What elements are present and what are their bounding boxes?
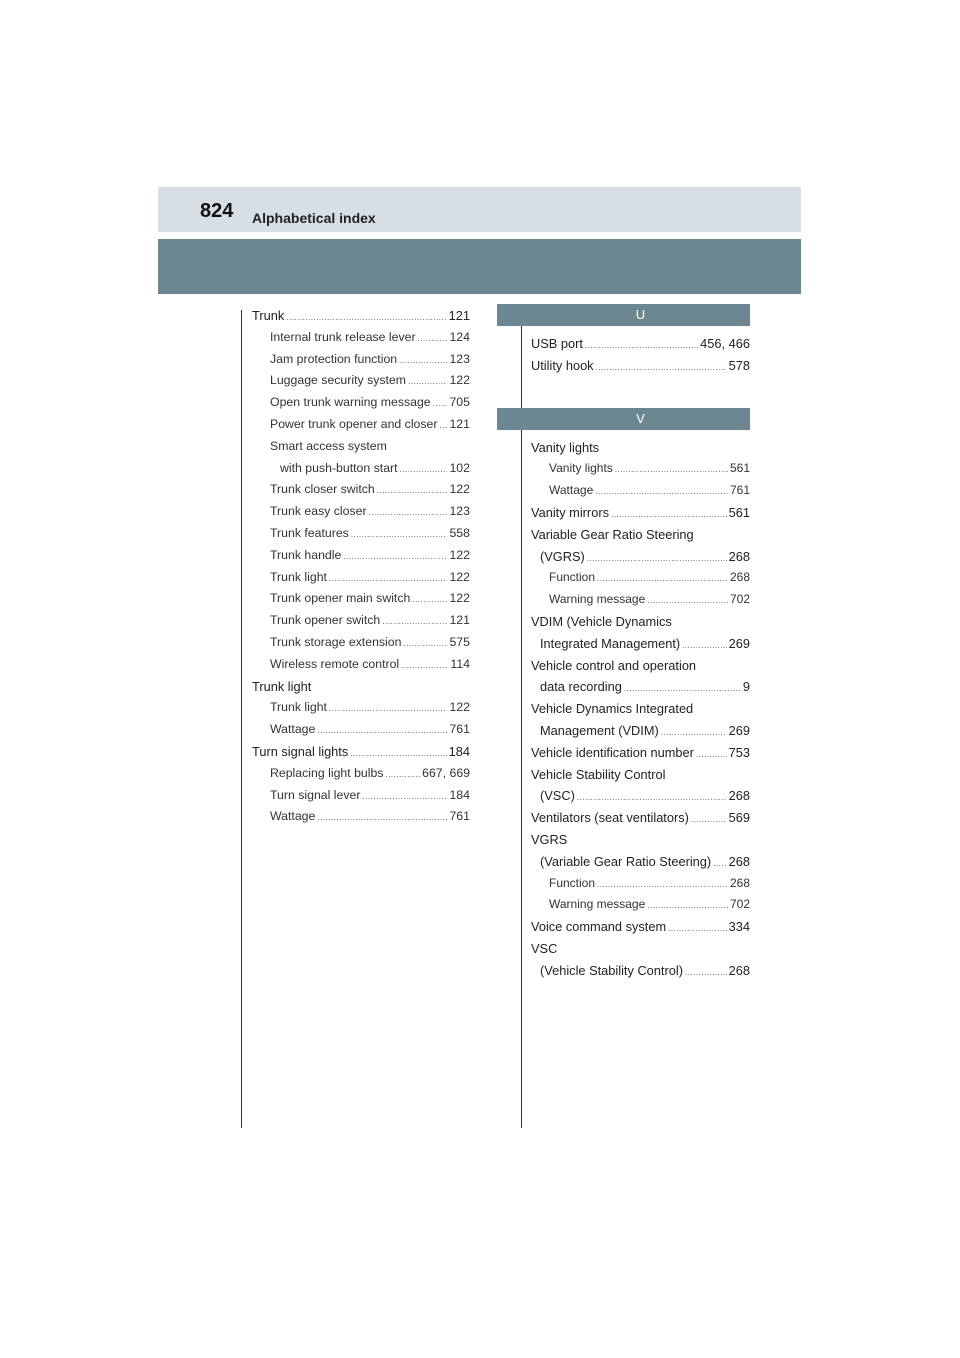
index-subentry[interactable]: Trunk light ..... 122	[252, 697, 470, 719]
letter-heading-v: V	[497, 408, 750, 430]
index-entry-trunk[interactable]: Trunk ..... 121	[252, 305, 470, 327]
index-entry-ventilators[interactable]: Ventilators (seat ventilators) ..... 569	[531, 807, 750, 829]
index-entry-vanity-lights: Vanity lights	[531, 439, 600, 455]
index-entry-line1: VDIM (Vehicle Dynamics	[531, 613, 672, 629]
index-entry-turn-signal[interactable]: Turn signal lights ..... 184	[252, 741, 470, 763]
index-subentry-line1: Smart access system	[270, 438, 387, 453]
index-column-right	[531, 304, 750, 982]
index-subentry[interactable]: Wattage ..... 761	[252, 719, 470, 741]
left-column-rule	[241, 310, 242, 1128]
index-entry-vgrs-full[interactable]: (VGRS) ..... 268	[531, 546, 750, 568]
index-entry-vehicle-control[interactable]: data recording ..... 9	[531, 676, 750, 698]
index-subentry[interactable]: Trunk opener main switch ..... 122	[252, 588, 470, 610]
index-entry-utility-hook[interactable]: Utility hook ..... 578	[531, 355, 750, 377]
header-band	[158, 239, 801, 294]
index-subentry[interactable]: Trunk features ..... 558	[252, 523, 470, 545]
right-column-rule	[521, 310, 522, 1128]
index-entry-line1: VSC	[531, 940, 558, 956]
index-entry-line1: Variable Gear Ratio Steering	[531, 526, 694, 542]
index-subentry[interactable]: Turn signal lever ..... 184	[252, 785, 470, 807]
index-subentry[interactable]: Jam protection function ..... 123	[252, 349, 470, 371]
index-subentry[interactable]: Trunk storage extension ..... 575	[252, 632, 470, 654]
index-subentry[interactable]: Function ..... 268	[531, 873, 750, 895]
index-entry-line1: Vehicle Dynamics Integrated	[531, 701, 694, 717]
index-entry-vsc[interactable]: (Vehicle Stability Control) ..... 268	[531, 960, 750, 982]
index-subentry[interactable]: Function ..... 268	[531, 567, 750, 589]
index-subentry[interactable]: Warning message ..... 702	[531, 589, 750, 611]
index-subentry[interactable]: Trunk closer switch ..... 122	[252, 479, 470, 501]
index-entry-vehicle-dynamics[interactable]: Management (VDIM) ..... 269	[531, 720, 750, 742]
index-column-left	[252, 305, 470, 828]
index-entry-line1: VGRS	[531, 831, 568, 847]
index-entry-line1: Vehicle control and operation	[531, 657, 697, 673]
index-subentry[interactable]: Trunk handle ..... 122	[252, 545, 470, 567]
index-entry-usb-port[interactable]: USB port ..... 456, 466	[531, 333, 750, 355]
index-entry-vin[interactable]: Vehicle identification number ..... 753	[531, 742, 750, 764]
index-subentry[interactable]: Replacing light bulbs ..... 667, 669	[252, 763, 470, 785]
index-subentry[interactable]: Trunk easy closer ..... 123	[252, 501, 470, 523]
index-subentry[interactable]: Luggage security system ..... 122	[252, 370, 470, 392]
index-subentry[interactable]: Power trunk opener and closer ..... 121	[252, 414, 470, 436]
index-entry-vdim[interactable]: Integrated Management) ..... 269	[531, 633, 750, 655]
index-entry-vgrs[interactable]: (Variable Gear Ratio Steering) ..... 268	[531, 851, 750, 873]
index-entry-vanity-mirrors[interactable]: Vanity mirrors ..... 561	[531, 502, 750, 524]
index-subentry[interactable]: Internal trunk release lever ..... 124	[252, 327, 470, 349]
section-title: Alphabetical index	[252, 210, 376, 226]
index-subentry[interactable]: Warning message ..... 702	[531, 894, 750, 916]
index-entry-line1: Vehicle Stability Control	[531, 766, 666, 782]
index-subentry[interactable]: Open trunk warning message ..... 705	[252, 392, 470, 414]
index-subentry[interactable]: Vanity lights ..... 561	[531, 458, 750, 480]
index-subentry[interactable]: Wireless remote control ..... 114	[252, 654, 470, 676]
index-subentry[interactable]: with push-button start ..... 102	[252, 458, 470, 480]
index-subentry[interactable]: Wattage ..... 761	[531, 480, 750, 502]
index-entry-vsc-full[interactable]: (VSC) ..... 268	[531, 785, 750, 807]
index-subentry[interactable]: Trunk opener switch ..... 121	[252, 610, 470, 632]
index-entry-trunk-light: Trunk light	[252, 678, 312, 694]
index-subentry[interactable]: Trunk light ..... 122	[252, 567, 470, 589]
index-entry-voice-command[interactable]: Voice command system ..... 334	[531, 916, 750, 938]
index-subentry[interactable]: Wattage ..... 761	[252, 806, 470, 828]
page-number: 824	[200, 200, 234, 222]
letter-heading-u: U	[497, 304, 750, 326]
